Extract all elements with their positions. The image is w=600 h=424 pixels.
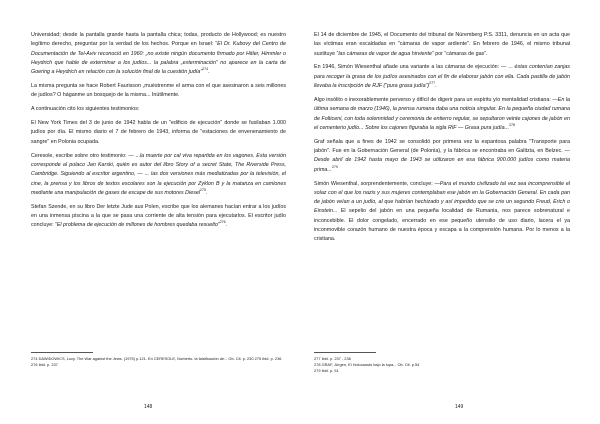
text-run: El New York Times del 3 de junio de 1942 habla de un "edificio de ejecución" donde se fusilaban 1.000 judíos por día. El mismo diario el 7 de febrero de 1943, informa de "estaciones de envenenamiento de sangre" en Polonia ocupada.	[31, 120, 286, 145]
text-run: .	[225, 222, 228, 229]
body-paragraph	[31, 119, 286, 147]
body-paragraph	[31, 152, 286, 198]
text-run: éstas contenían zanjas para recoger la grasa de los judíos asesinados con el fin de elaborar jabón con ella. Cada pastilla de jabón llevaba la inscripción de RJF (“pura grasa judía”)	[314, 64, 570, 90]
body-paragraph	[31, 31, 286, 77]
text-run: Graf señala que a fines de 1942 se consolidó por primera vez la espantosa palabra "Transporte para jabón". Fue en la Gobernación General (de Polonia), y la fábrica se encontraba en Galitzia, en Belzec. —	[314, 138, 570, 155]
text-run: En 1946, Simón Wiesenthal añade una variante a las cámaras de ejecución: — ...	[314, 64, 515, 71]
body-paragraph	[31, 105, 286, 114]
footnote: 276 Ibid. p. 237	[31, 362, 58, 368]
text-run: Para el mundo civilizado tal vez sea incomprensible el solaz con el que los nazis y sus mujeres contemplaban ese jabón en la Gobernación General. En cada pan de jabón veían a un judío, al que habrían hechizado y así impedido que se crie un segundo Freud, Erich o Einstein...	[314, 180, 570, 215]
text-run: ” por “cámaras de gas”.	[431, 50, 488, 57]
text-run: .	[435, 83, 437, 90]
right-page	[300, 0, 600, 424]
text-run: Universidad; desde la pantalla grande hasta la pantalla chica; todas, producto de Hollywood; es nuestro legítimo derecho, preguntar por la verdad de los hechos. Porque en Israel: “	[31, 32, 286, 48]
text-run: Algo insólito o inexorablemente perverso y difícil de digerir para un espíritu y/o mentalidad cristiana: —	[314, 96, 558, 103]
footnote-reference: 279	[331, 164, 338, 169]
footnote-reference: 277	[429, 81, 436, 86]
text-run: Stefan Szende, en su libro Der letzte Jude aus Polen, escribe que los alemanes hacían entrar a los judíos en una inmensa piscina a la que se pasa una corriente de alta tensión para ejecutarlos. El escritor judío concluye: “	[31, 203, 286, 229]
text-run: las cámaras de vapor de agua hirviente	[338, 50, 432, 57]
page-number: 149	[455, 404, 464, 410]
body-paragraph	[314, 138, 570, 175]
text-run: El sepelio del jabón en una pequeña localidad de Rumania, nos parece sobrenatural e inconcebible. El dolor congelado, encerrado en ese pequeño utensilio de uso diario, lacera el ya inconmovible corazón humano de nuestra época y escapa a la comprensión humana. Por lo menos a la cristiana.	[314, 208, 570, 243]
body-paragraph	[314, 31, 570, 59]
text-run: la muerte por cal viva repartida en los vagones. Esta versión corresponde al polaco Jan Karski, quién es autor del libro Story of a secret State, The Riverside Press, Cambridge. Siguiendo al escritor argentino, — ... las dos versiones más mediatizadas por la televisión, el cine, la prensa y los libros de textos escolares son la ejecución por Zyklon B y la matanza en camiones mediante una manipulación de gases de escape de sus motores Diesel	[31, 152, 286, 196]
text-run: El Dr. Kubovy del Centro de Documentación de Tel-Aviv reconoció en 1960: „no existe ningún documento firmado por Hitler, Himmler o Heydrich que hable de exterminar a los judíos... la palabra „exterminación” no aparece en la carta de Goering a Heydrich en relación con la solución final de la cuestión judía”	[31, 41, 286, 76]
footnote-reference: 278	[509, 123, 516, 128]
body-paragraph	[314, 180, 570, 245]
footnote: 278 GRAF, Jürgen, El Holocausto bajo la lupa... Ob. Cit. p.54	[314, 362, 420, 368]
left-page-footnotes	[31, 352, 286, 368]
body-paragraph	[314, 96, 570, 133]
text-run: Desde abril de 1942 hasta mayo de 1943 se utilizaron en esa fábrica 900.000 judíos como materia prima...	[314, 157, 570, 173]
text-run: Ceresole, escribe sobre otro testimonio: — ...	[31, 152, 140, 159]
right-page-body	[314, 31, 570, 358]
text-run: El 14 de diciembre de 1945, el Documento del tribunal de Núremberg P.S. 3311, denuncia en un acta que las víctimas eran escaldadas en "cámaras de vapor ardiente". En febrero de 1946, el mismo tribunal sustituye “	[314, 32, 570, 57]
footnote-reference: 274	[202, 67, 209, 72]
footnote-rule	[314, 352, 376, 353]
text-run: .	[208, 69, 210, 76]
left-page-body	[31, 31, 286, 358]
text-run: En la última semana de marzo (1946), la prensa rumana daba una noticia singular. En la pequeña ciudad rumana de Folticeni, con toda solemnidad y ceremonia de entierro regular, se sepultaron veinte cajones de jabón en el cementerio judío... Sobre los cajones figuraba la sigla RIF — Grasa pura judía...	[314, 96, 570, 131]
body-paragraph	[31, 203, 286, 231]
right-page-footnotes	[314, 352, 570, 375]
footnote-reference: 275	[200, 188, 207, 193]
text-run: Simón Wiesenthal, sorprendentemente, concluye: —	[314, 180, 440, 187]
body-paragraph	[314, 63, 570, 91]
footnote-rule	[31, 352, 93, 353]
body-paragraph	[31, 82, 286, 101]
footnote: 277 Ibid. p. 237 - 238	[314, 356, 351, 361]
text-run: A continuación cito los siguientes testimonios:	[31, 106, 140, 113]
text-run: .	[206, 189, 208, 196]
page-number: 148	[144, 404, 153, 410]
footnote-reference: 276	[219, 220, 226, 225]
footnote: 274 DAWIDOWICS, Lucy. The War against the Jews. (1975) p.121. En CERESOLE, Norberto. la falsificación de... Ob. Cit. p. 230 275 Ibid. p. 236	[31, 356, 282, 361]
text-run: ”	[217, 222, 220, 229]
text-run: La misma pregunta se hace Robert Faurisson „muéstrenme el arma con el que asesinaron a seis millones de judíos? O háganme un bosquejo de la misma... Inútilmente.	[31, 83, 286, 99]
text-run: El problema de ejecución de millones de hombres quedaba resuelto	[56, 222, 218, 229]
footnote: 279 Ibid. p. 51	[314, 368, 339, 374]
